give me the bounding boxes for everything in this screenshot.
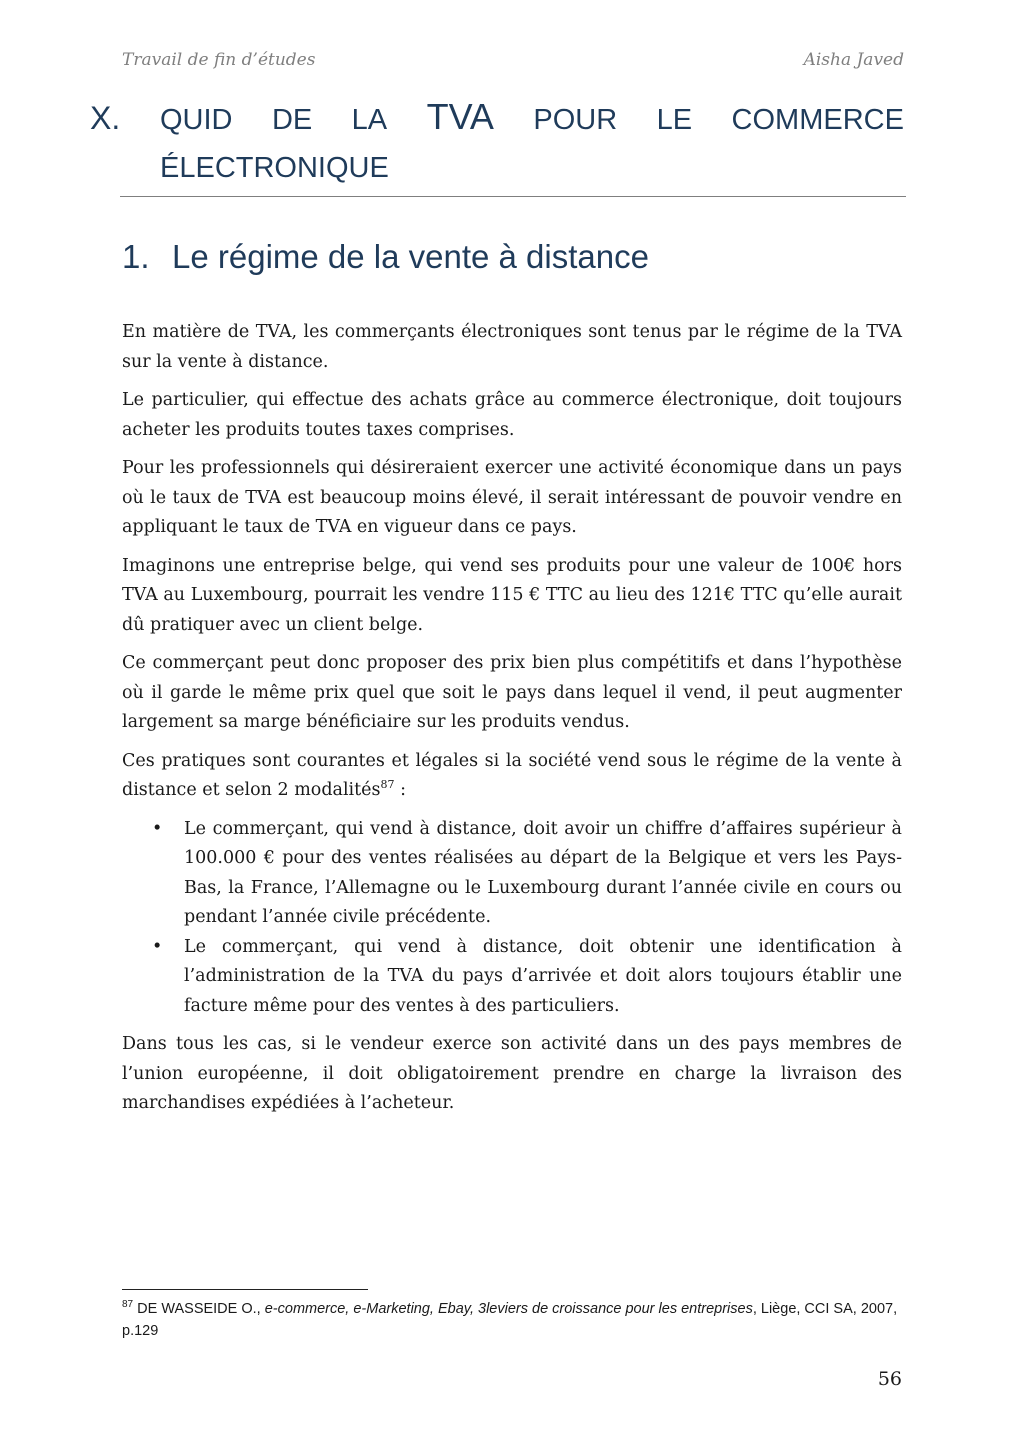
chapter-number: X. bbox=[90, 100, 121, 136]
page-number: 56 bbox=[877, 1368, 902, 1390]
footnote-separator bbox=[122, 1289, 368, 1290]
footnote-mark: 87 bbox=[122, 1299, 134, 1311]
bullet-icon: • bbox=[152, 936, 163, 957]
chapter-word: QUID bbox=[160, 104, 233, 136]
list-item bbox=[122, 933, 902, 1022]
section-number: 1. bbox=[122, 238, 150, 275]
chapter-word: TVA bbox=[426, 96, 494, 137]
chapter-word: POUR bbox=[533, 104, 618, 136]
body-text bbox=[122, 318, 902, 1128]
footnote-reference[interactable]: 87 bbox=[380, 778, 395, 792]
chapter-word: LA bbox=[351, 104, 388, 136]
header-document-type: Travail de fin d’études bbox=[122, 50, 316, 70]
footnote bbox=[122, 1298, 902, 1342]
paragraph-text: Ces pratiques sont courantes et légales si la société vend sous le régime de la vente à distance et selon 2 modalités bbox=[122, 750, 902, 800]
list-item bbox=[122, 815, 902, 933]
chapter-heading bbox=[90, 96, 904, 185]
section-heading bbox=[122, 238, 649, 276]
section-title: Le régime de la vente à distance bbox=[172, 238, 649, 275]
paragraph: Imaginons une entreprise belge, qui vend ses produits pour une valeur de 100€ hors TVA au Luxembourg, pourrait les vendre 115 € TTC au lieu des 121€ TTC qu’elle aurait dû pratiquer avec un client belge. bbox=[122, 555, 902, 635]
bullet-icon: • bbox=[152, 818, 163, 839]
paragraph: Le particulier, qui effectue des achats grâce au commerce électronique, doit toujours acheter les produits toutes taxes comprises. bbox=[122, 390, 902, 440]
running-header bbox=[122, 50, 904, 70]
paragraph: Pour les professionnels qui désireraient exercer une activité économique dans un pays où le taux de TVA est beaucoup moins élevé, il serait intéressant de pouvoir vendre en appliquant le taux de TVA en vigueur dans ce pays. bbox=[122, 458, 902, 537]
paragraph: Ce commerçant peut donc proposer des prix bien plus compétitifs et dans l’hypothèse où il garde le même prix quel que soit le pays dans lequel il vend, il peut augmenter largement sa marge bénéficiaire sur les produits vendus. bbox=[122, 653, 902, 732]
paragraph-suffix: : bbox=[394, 780, 406, 800]
bullet-list bbox=[122, 815, 902, 1022]
paragraph: En matière de TVA, les commerçants électroniques sont tenus par le régime de la TVA sur la vente à distance. bbox=[122, 322, 902, 372]
paragraph bbox=[122, 747, 902, 806]
chapter-word: DE bbox=[271, 104, 313, 136]
chapter-divider bbox=[120, 196, 906, 197]
footnote-rest: , Liège, CCI SA, 2007, p.129 bbox=[122, 1301, 898, 1339]
footnote-author: DE WASSEIDE O., bbox=[133, 1301, 265, 1317]
list-item-text: Le commerçant, qui vend à distance, doit obtenir une identification à l’administration de la TVA du pays d’arrivée et doit alors toujours établir une facture même pour des ventes à des particuliers. bbox=[184, 936, 902, 1016]
chapter-title-line2: ÉLECTRONIQUE bbox=[160, 152, 389, 184]
chapter-word: COMMERCE bbox=[731, 104, 904, 136]
chapter-word: LE bbox=[656, 104, 693, 136]
footnote-title: e-commerce, e-Marketing, Ebay, 3leviers de croissance pour les entreprises bbox=[264, 1301, 753, 1317]
list-item-text: Le commerçant, qui vend à distance, doit avoir un chiffre d’affaires supérieur à 100.000 € pour des ventes réalisées au départ de la Belgique et vers les Pays-Bas, la France, l’Allemagne ou le Luxembourg durant l’année civile en cours ou pendant l’année civile précédente. bbox=[184, 818, 902, 927]
header-author: Aisha Javed bbox=[803, 50, 904, 70]
paragraph: Dans tous les cas, si le vendeur exerce son activité dans un des pays membres de l’union européenne, il doit obligatoirement prendre en charge la livraison des marchandises expédiées à l’acheteur. bbox=[122, 1034, 902, 1113]
